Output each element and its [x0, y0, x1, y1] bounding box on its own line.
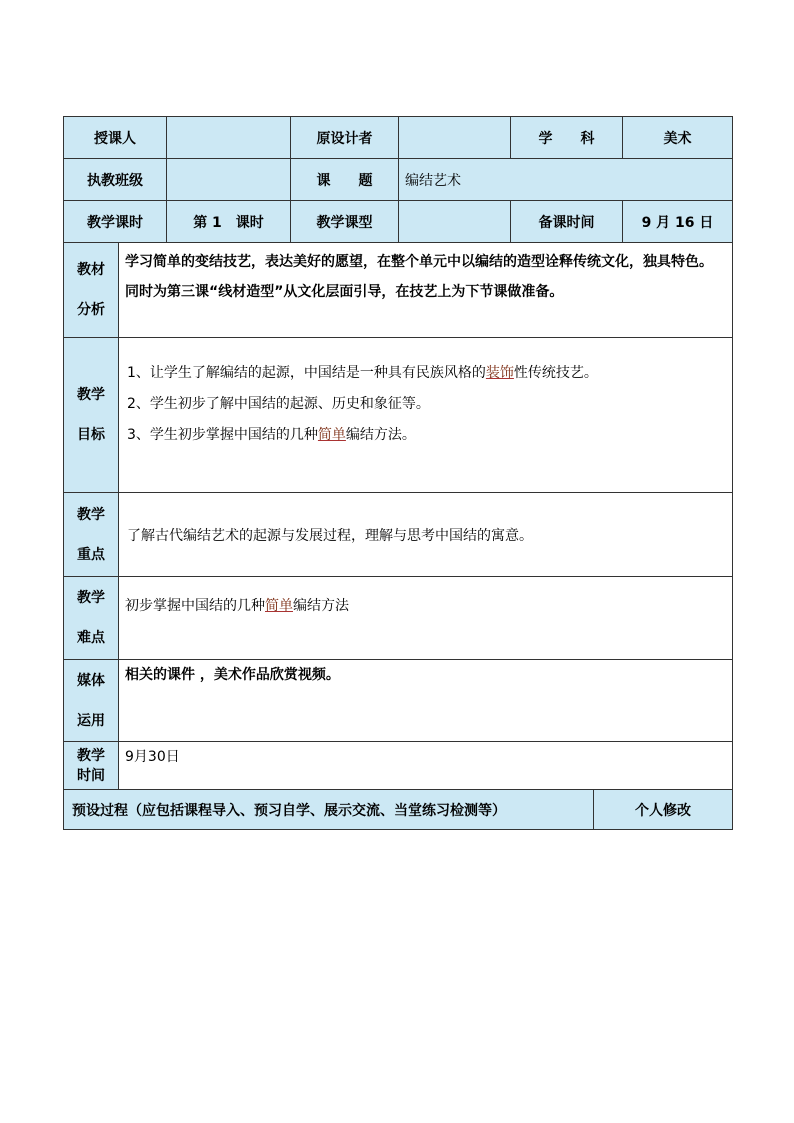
- prep-time-value[interactable]: 9 月 16 日: [623, 201, 733, 243]
- class-value[interactable]: [167, 159, 291, 201]
- teach-time-row: [64, 742, 733, 790]
- goal-item-3: 3、学生初步掌握中国结的几种简单编结方法。: [127, 427, 416, 443]
- subject-label: 学 科: [511, 117, 623, 159]
- media-text[interactable]: 相关的课件 ，美术作品欣赏视频。: [119, 660, 733, 742]
- teach-time-label: [64, 742, 119, 790]
- goals-label-1: 教学: [77, 387, 105, 403]
- header-row-3: [64, 201, 733, 243]
- goal-item-1-underlined: 装饰: [485, 365, 514, 381]
- media-label: [64, 660, 119, 742]
- prep-time-label: 备课时间: [511, 201, 623, 243]
- goal-item-2: 2、学生初步了解中国结的起源、历史和象征等。: [127, 396, 430, 412]
- subject-value[interactable]: 美术: [623, 117, 733, 159]
- type-label: 教学课型: [291, 201, 399, 243]
- difficulties-row: [64, 577, 733, 660]
- analysis-label-1: 教材: [77, 262, 105, 278]
- analysis-text[interactable]: 学习简单的变结技艺，表达美好的愿望，在整个单元中以编结的造型诠释传统文化，独具特色。同时为第三课“线材造型”从文化层面引导，在技艺上为下节课做准备。: [119, 243, 733, 338]
- designer-value[interactable]: [399, 117, 511, 159]
- period-value[interactable]: 第 1 课时: [167, 201, 291, 243]
- key-points-label: [64, 493, 119, 577]
- revise-label: 个人修改: [594, 790, 733, 830]
- goal-item-1: 1、让学生了解编结的起源，中国结是一种具有民族风格的装饰性传统技艺。: [127, 365, 598, 381]
- footer-row: [64, 790, 733, 830]
- type-value[interactable]: [399, 201, 511, 243]
- teach-time-label-1: 教学: [77, 747, 105, 764]
- key-points-row: [64, 493, 733, 577]
- topic-label: 课 题: [291, 159, 399, 201]
- key-points-text[interactable]: 了解古代编结艺术的起源与发展过程，理解与思考中国结的寓意。: [119, 493, 733, 577]
- media-label-1: 媒体: [77, 672, 105, 689]
- difficulties-label-2: 难点: [77, 630, 105, 646]
- header-row-2: [64, 159, 733, 201]
- analysis-label-2: 分析: [77, 302, 105, 318]
- goals-label: [64, 338, 119, 493]
- class-label: 执教班级: [64, 159, 167, 201]
- goals-row: [64, 338, 733, 493]
- teacher-label: 授课人: [64, 117, 167, 159]
- period-label: 教学课时: [64, 201, 167, 243]
- designer-label: 原设计者: [291, 117, 399, 159]
- header-row-1: [64, 117, 733, 159]
- goals-label-2: 目标: [77, 427, 105, 443]
- key-points-label-1: 教学: [77, 506, 105, 523]
- media-label-2: 运用: [77, 712, 105, 729]
- analysis-label: [64, 243, 119, 338]
- difficulties-underlined: 简单: [265, 598, 293, 614]
- teach-time-text[interactable]: 9月30日: [119, 742, 733, 790]
- topic-value[interactable]: 编结艺术: [399, 159, 733, 201]
- goals-content[interactable]: [119, 338, 733, 493]
- lesson-plan-table: [63, 116, 733, 830]
- goal-item-3-underlined: 简单: [317, 427, 346, 443]
- media-row: [64, 660, 733, 742]
- difficulties-text[interactable]: 初步掌握中国结的几种简单编结方法: [119, 577, 733, 660]
- key-points-label-2: 重点: [77, 546, 105, 563]
- analysis-row: [64, 243, 733, 338]
- teacher-value[interactable]: [167, 117, 291, 159]
- difficulties-label-1: 教学: [77, 590, 105, 606]
- teach-time-label-2: 时间: [77, 767, 105, 784]
- difficulties-label: [64, 577, 119, 660]
- process-label: 预设过程（应包括课程导入、预习自学、展示交流、当堂练习检测等）: [64, 790, 594, 830]
